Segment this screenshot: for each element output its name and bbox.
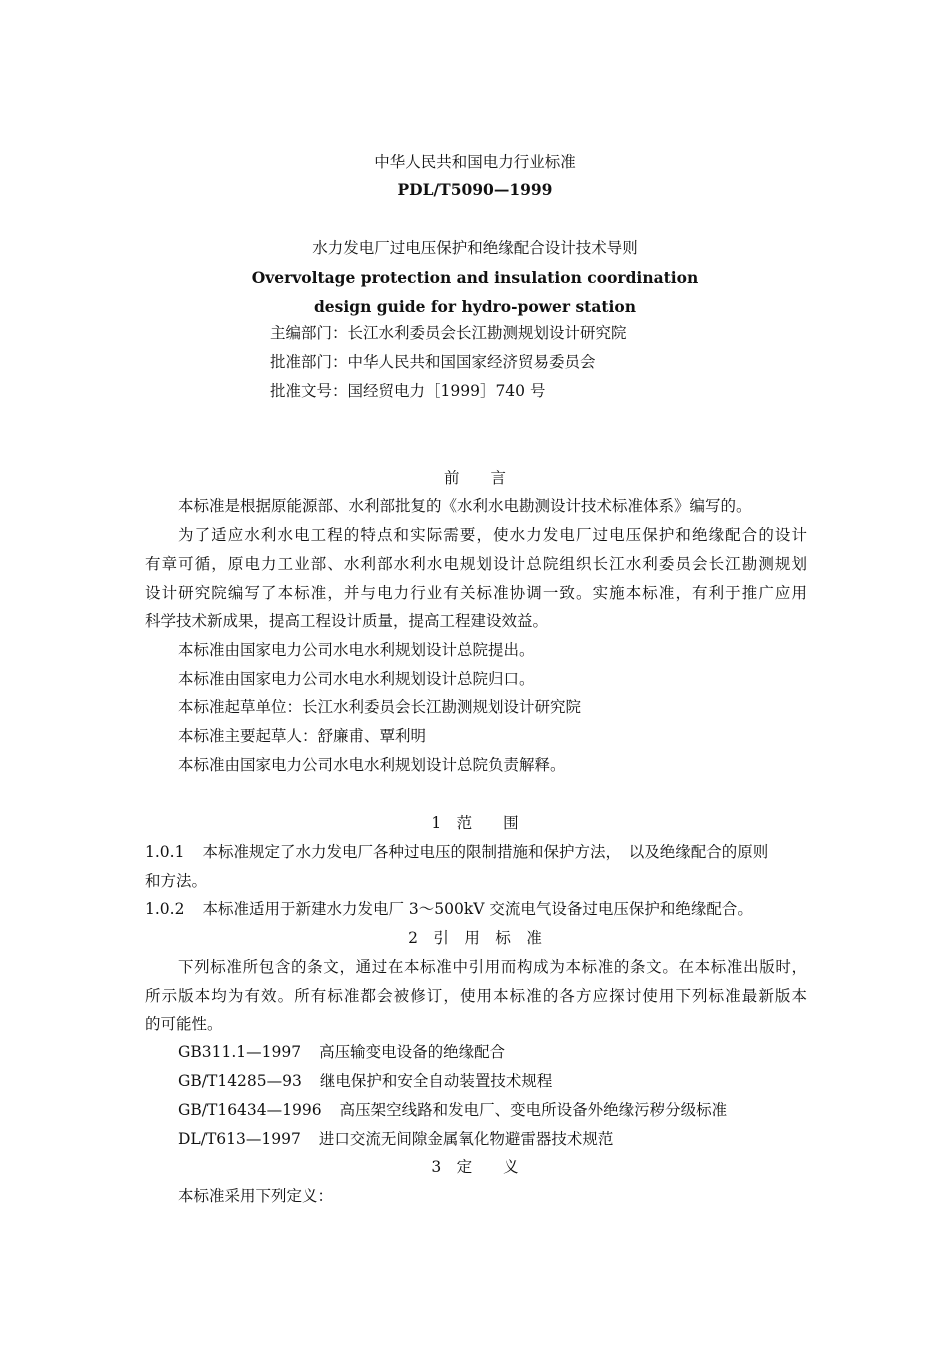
foreword-heading: 前 言 <box>443 469 506 487</box>
standard-issuer: 中华人民共和国电力行业标准 <box>374 153 576 171</box>
reference-item <box>178 1100 727 1120</box>
reference-title: 进口交流无间隙金属氧化物避雷器技术规范 <box>318 1130 614 1148</box>
title-english-line-2: design guide for hydro-power station <box>313 297 637 316</box>
standard-code: PDL/T5090—1999 <box>397 180 553 199</box>
foreword-paragraph-4: 本标准由国家电力公司水电水利规划设计总院归口。 <box>178 670 535 688</box>
reference-item <box>178 1042 505 1062</box>
clause-number: 1.0.1 <box>145 843 185 861</box>
foreword-paragraph-2-line: 科学技术新成果，提高工程设计质量，提高工程建设效益。 <box>145 612 549 630</box>
title-english-line-1: Overvoltage protection and insulation coordination <box>251 268 699 287</box>
section-3-heading: 3 定 义 <box>431 1158 519 1176</box>
reference-code: DL/T613—1997 <box>178 1130 301 1148</box>
foreword-paragraph-3: 本标准由国家电力公司水电水利规划设计总院提出。 <box>178 641 535 659</box>
section-2-intro-line: 所示版本均为有效。所有标准都会被修订，使用本标准的各方应探讨使用下列标准最新版本 <box>145 987 807 1005</box>
clause-1-0-1 <box>145 842 807 862</box>
section-1-heading: 1 范 围 <box>431 814 519 832</box>
section-2-intro-line: 的可能性。 <box>145 1015 223 1033</box>
editor-department: 主编部门：长江水利委员会长江勘测规划设计研究院 <box>270 324 627 342</box>
foreword-paragraph-7: 本标准由国家电力公司水电水利规划设计总院负责解释。 <box>178 756 566 774</box>
clause-number: 1.0.2 <box>145 900 185 918</box>
foreword-paragraph-2-line: 有章可循，原电力工业部、水利部水利水电规划设计总院组织长江水利委员会长江勘测规划 <box>145 555 807 573</box>
title-chinese: 水力发电厂过电压保护和绝缘配合设计技术导则 <box>312 239 638 257</box>
approval-department: 批准部门：中华人民共和国国家经济贸易委员会 <box>270 353 596 371</box>
foreword-paragraph-2-line: 设计研究院编写了本标准，并与电力行业有关标准协调一致。实施本标准，有利于推广应用 <box>145 584 807 602</box>
clause-text: 本标准适用于新建水力发电厂 3～500kV 交流电气设备过电压保护和绝缘配合。 <box>202 900 753 918</box>
reference-code: GB/T14285—93 <box>178 1072 302 1090</box>
section-3-intro: 本标准采用下列定义： <box>178 1187 334 1205</box>
foreword-paragraph-5: 本标准起草单位：长江水利委员会长江勘测规划设计研究院 <box>178 698 582 716</box>
foreword-paragraph-6: 本标准主要起草人：舒廉甫、覃利明 <box>178 727 427 745</box>
reference-title: 继电保护和安全自动装置技术规程 <box>319 1072 553 1090</box>
reference-code: GB/T16434—1996 <box>178 1101 322 1119</box>
foreword-paragraph-1: 本标准是根据原能源部、水利部批复的《水利水电勘测设计技术标准体系》编写的。 <box>178 497 752 515</box>
reference-code: GB311.1—1997 <box>178 1043 302 1061</box>
clause-1-0-2 <box>145 899 753 919</box>
clause-text: 本标准规定了水力发电厂各种过电压的限制措施和保护方法， 以及绝缘配合的原则 <box>202 843 769 861</box>
reference-title: 高压输变电设备的绝缘配合 <box>319 1043 506 1061</box>
reference-item <box>178 1129 613 1149</box>
section-2-intro-line: 下列标准所包含的条文，通过在本标准中引用而构成为本标准的条文。在本标准出版时， <box>178 958 807 976</box>
section-2-heading: 2 引 用 标 准 <box>408 929 542 947</box>
foreword-paragraph-2-line: 为了适应水利水电工程的特点和实际需要，使水力发电厂过电压保护和绝缘配合的设计 <box>178 526 807 544</box>
clause-1-0-1-continuation: 和方法。 <box>145 872 208 890</box>
approval-document-number: 批准文号：国经贸电力［1999］740 号 <box>270 382 546 400</box>
reference-item <box>178 1071 552 1091</box>
reference-title: 高压架空线路和发电厂、变电所设备外绝缘污秽分级标准 <box>339 1101 728 1119</box>
